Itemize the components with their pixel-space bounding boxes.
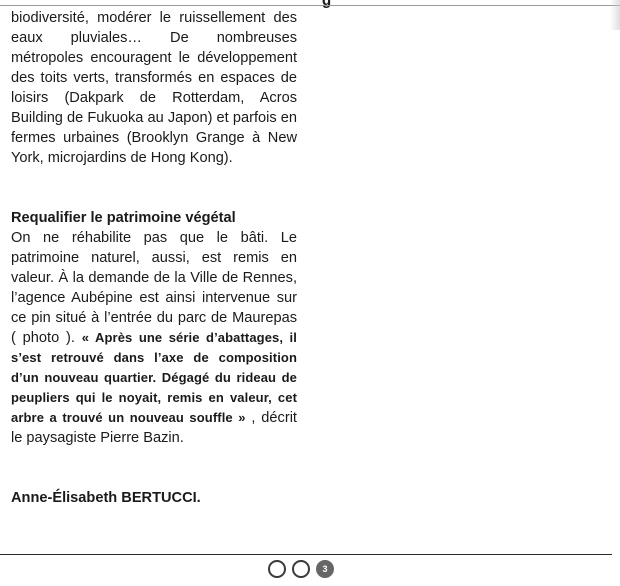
page-edge-shadow [610, 0, 620, 30]
section-heading: Requalifier le patrimoine végétal [11, 210, 236, 226]
author-signature: Anne-Élisabeth BERTUCCI. [11, 490, 201, 506]
page-dot-current[interactable]: 3 [316, 560, 334, 578]
paragraph-outro: , décrit le paysagiste Pierre Bazin. [11, 410, 297, 446]
article-paragraph: biodiversité, modérer le ruissellement des eaux pluviales… De nombreuses métropoles encouragent le développement des toits verts, transformés en espaces de loisirs (Dakpark de Rotterdam, Acros Building de Fukuoka au Japon) et parfois en fermes urbaines (Brooklyn Grange à New York, microjardins de Hong Kong). [11, 10, 297, 166]
page-dot-2[interactable] [292, 560, 310, 578]
article-paragraph [11, 228, 297, 448]
bottom-divider [0, 554, 612, 555]
page-dot-1[interactable] [268, 560, 286, 578]
paragraph-intro: On ne réhabilite pas que le bâti. Le patrimoine naturel, aussi, est remis en valeur. À la demande de la Ville de Rennes, l’agence Aubépine est ainsi intervenue sur ce pin situé à l’entrée du parc de Maurepas ( photo ). [11, 230, 297, 346]
page-pager [268, 560, 334, 578]
article-column [11, 8, 297, 508]
quote-text: « Après une série d’abattages, il s’est retrouvé dans l’axe de composition d’un nouveau quartier. Dégagé du rideau de peupliers qui le noyait, remis en valeur, cet arbre a trouvé un nouveau souffle » [11, 330, 297, 425]
top-divider [0, 5, 620, 6]
